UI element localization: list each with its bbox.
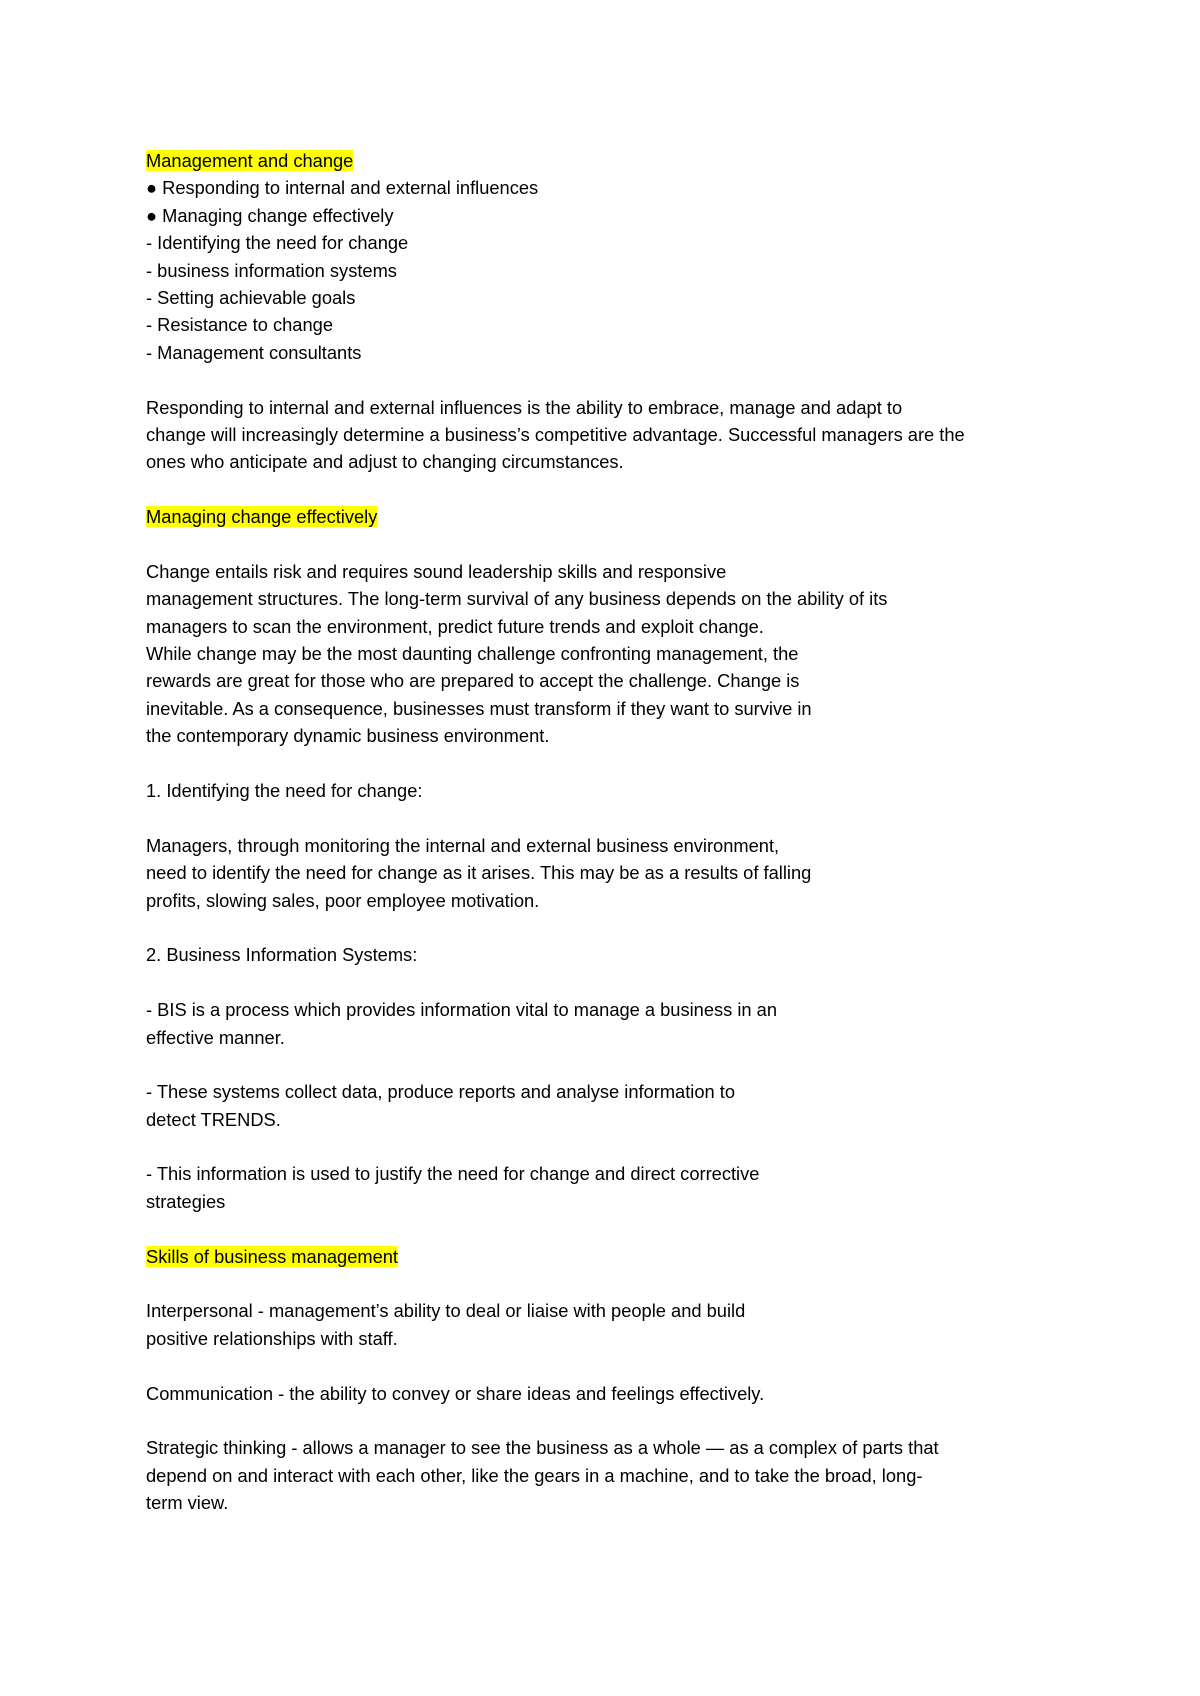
spacer (146, 1051, 1086, 1078)
spacer (146, 476, 1086, 503)
skill-interpersonal-line: Interpersonal - management’s ability to deal or liaise with people and build (146, 1300, 746, 1322)
bis-point-line: - BIS is a process which provides information vital to manage a business in an (146, 999, 778, 1021)
spacer (146, 1407, 1086, 1434)
spacer (146, 914, 1086, 941)
identifying-paragraph-line: Managers, through monitoring the internal and external business environment, (146, 834, 780, 856)
outline-item: - Identifying the need for change (146, 232, 409, 254)
skill-interpersonal-line: positive relationships with staff. (146, 1327, 398, 1349)
bis-point-line: - This information is used to justify the need for change and direct corrective (146, 1163, 760, 1185)
spacer (146, 530, 1086, 557)
skill-strategic-line: Strategic thinking - allows a manager to see the business as a whole — as a complex of parts that (146, 1437, 939, 1459)
managing-paragraph-line: While change may be the most daunting challenge confronting management, the (146, 643, 799, 665)
managing-paragraph-line: the contemporary dynamic business environment. (146, 725, 550, 747)
bis-point-line: - These systems collect data, produce reports and analyse information to (146, 1081, 736, 1103)
outline-item: - business information systems (146, 259, 397, 281)
identifying-heading: 1. Identifying the need for change: (146, 779, 423, 801)
spacer (146, 1270, 1086, 1297)
spacer (146, 1352, 1086, 1379)
spacer (146, 750, 1086, 777)
outline-item: - Setting achievable goals (146, 286, 356, 308)
intro-paragraph-line: ones who anticipate and adjust to changing circumstances. (146, 451, 624, 473)
outline-item: - Resistance to change (146, 314, 333, 336)
skills-heading-line (146, 1243, 1086, 1270)
skill-communication-line: Communication - the ability to convey or share ideas and feelings effectively. (146, 1382, 765, 1404)
managing-paragraph-line: rewards are great for those who are prepared to accept the challenge. Change is (146, 670, 800, 692)
bis-point-line: detect TRENDS. (146, 1108, 281, 1130)
intro-paragraph-line: Responding to internal and external influences is the ability to embrace, manage and adapt to (146, 396, 903, 418)
bis-point-line: strategies (146, 1190, 226, 1212)
skill-strategic-line: depend on and interact with each other, like the gears in a machine, and to take the broad, long- (146, 1464, 923, 1486)
identifying-paragraph-line: profits, slowing sales, poor employee motivation. (146, 889, 540, 911)
intro-paragraph-line: change will increasingly determine a business’s competitive advantage. Successful managers are the (146, 423, 965, 445)
managing-heading-line (146, 503, 1086, 530)
managing-heading: Managing change effectively (146, 506, 378, 528)
spacer (146, 1215, 1086, 1242)
spacer (146, 1133, 1086, 1160)
document-body (146, 147, 1086, 1517)
skills-heading: Skills of business management (146, 1245, 399, 1267)
main-heading: Management and change (146, 150, 354, 171)
spacer (146, 366, 1086, 393)
managing-paragraph-line: managers to scan the environment, predict future trends and exploit change. (146, 615, 764, 637)
spacer (146, 804, 1086, 831)
bis-point-line: effective manner. (146, 1026, 285, 1048)
outline-item: ● Managing change effectively (146, 204, 394, 226)
identifying-paragraph-line: need to identify the need for change as it arises. This may be as a results of falling (146, 862, 812, 884)
skill-strategic-line: term view. (146, 1492, 229, 1514)
managing-paragraph-line: Change entails risk and requires sound leadership skills and responsive (146, 560, 727, 582)
outline-item: ● Responding to internal and external influences (146, 177, 539, 199)
outline-item: - Management consultants (146, 341, 362, 363)
spacer (146, 969, 1086, 996)
bis-heading: 2. Business Information Systems: (146, 944, 418, 966)
managing-paragraph-line: management structures. The long-term survival of any business depends on the ability of its (146, 588, 888, 610)
managing-paragraph-line: inevitable. As a consequence, businesses must transform if they want to survive in (146, 697, 812, 719)
main-heading-line (146, 147, 1086, 174)
